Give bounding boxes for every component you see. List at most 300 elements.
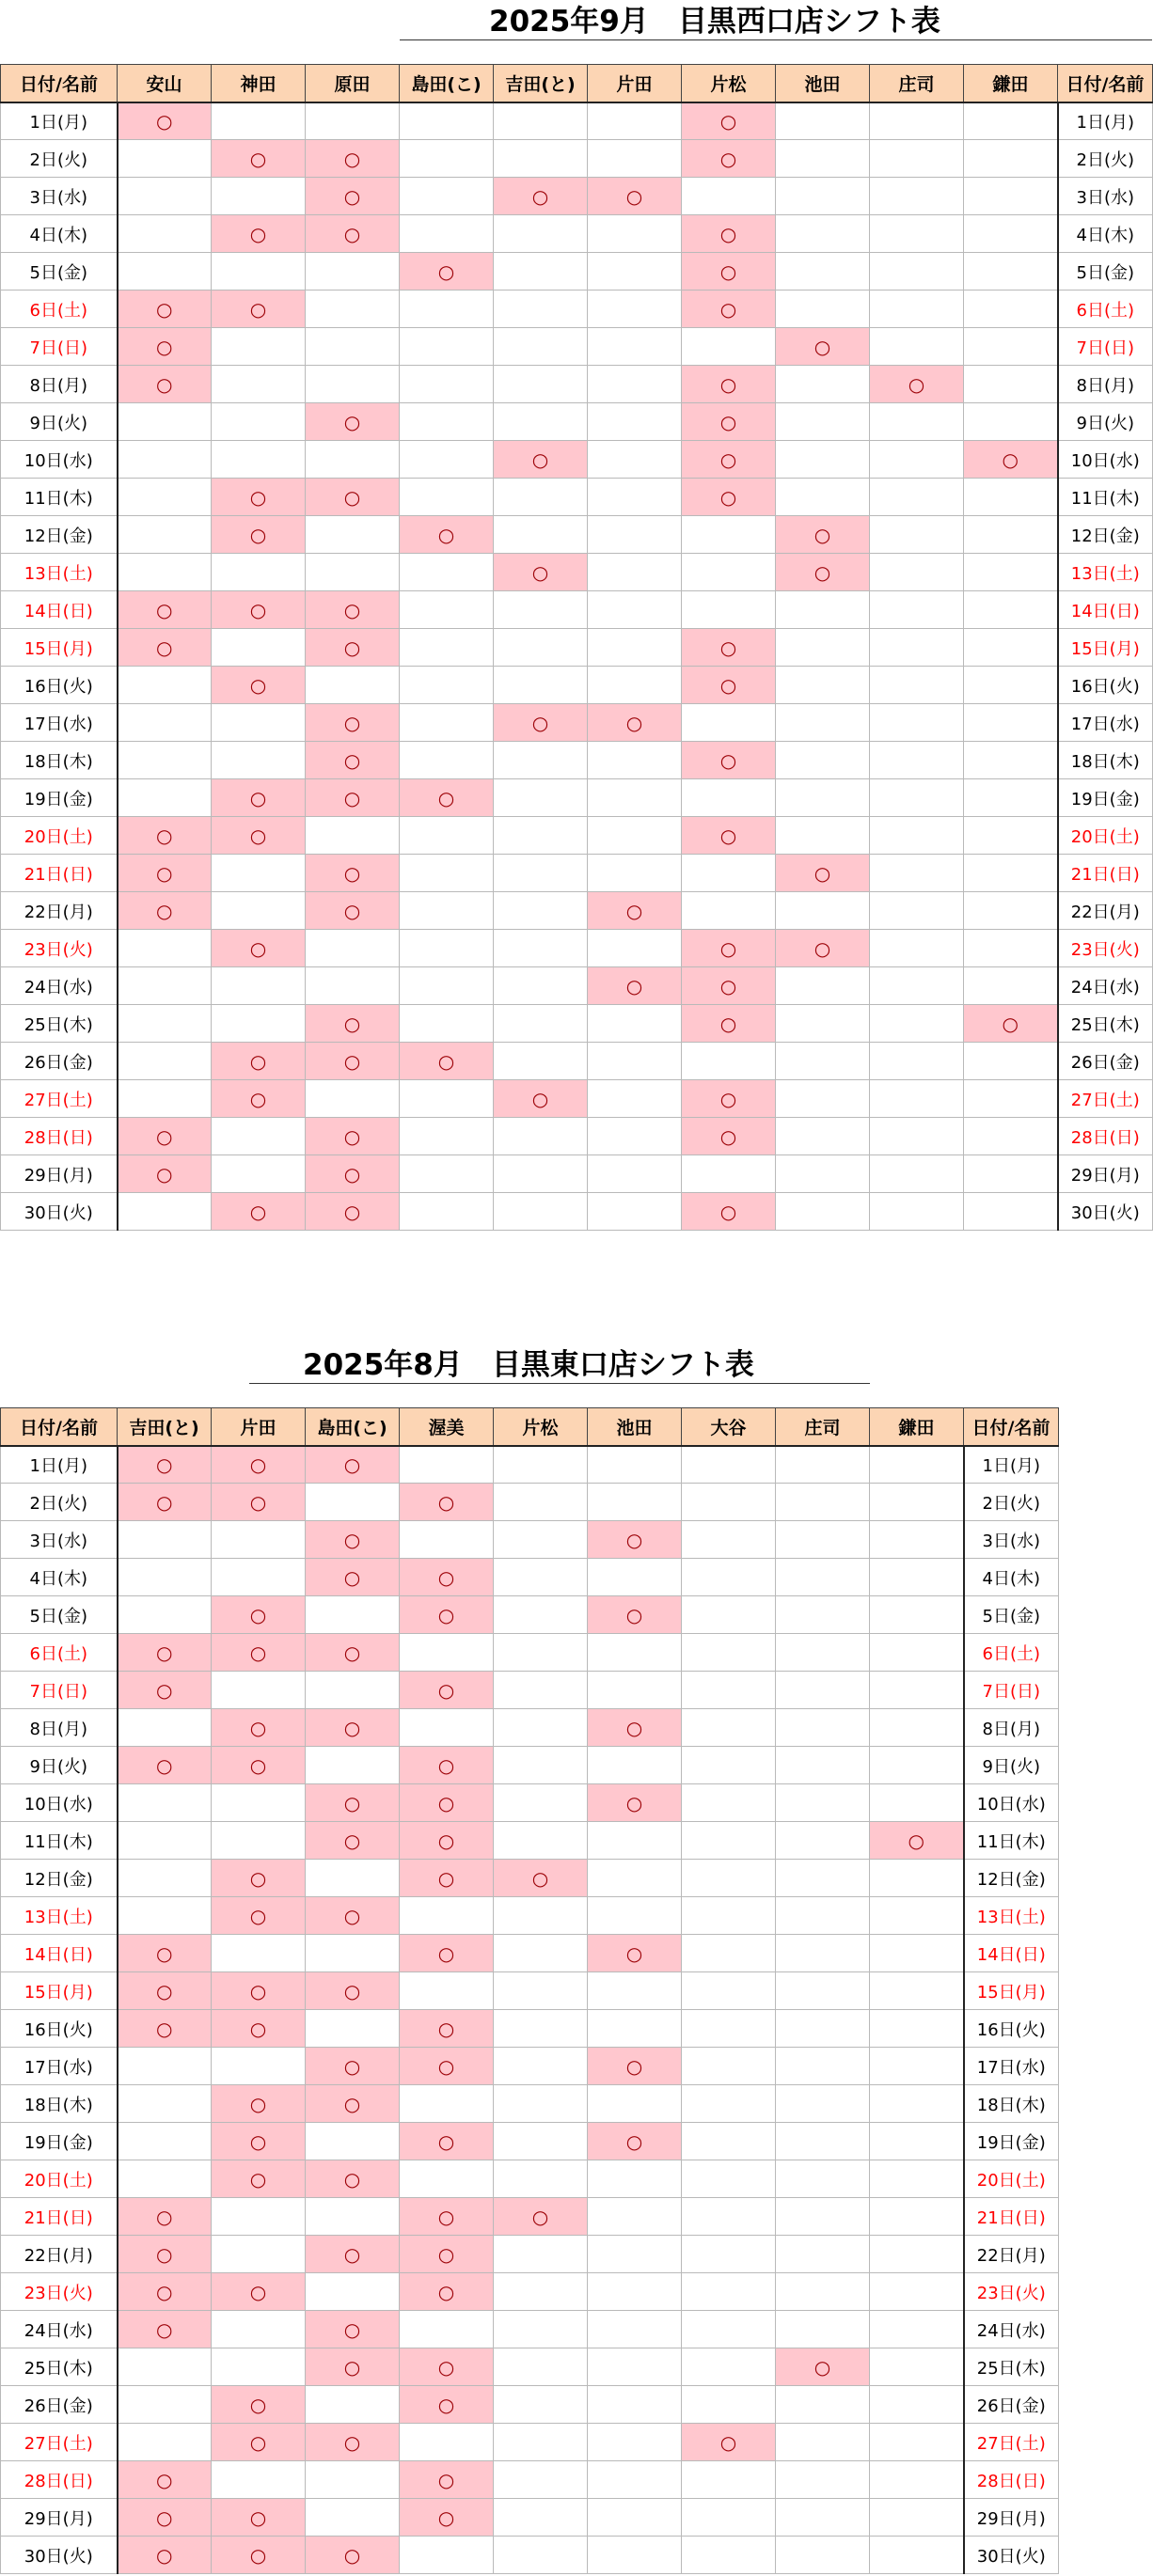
- date-cell: 21日(日): [1, 2198, 118, 2236]
- date-cell-right: 2日(火): [964, 1484, 1059, 1521]
- empty-cell: [682, 328, 776, 366]
- header-corner-right: 日付/名前: [964, 1408, 1059, 1446]
- date-cell: 25日(木): [1, 1005, 118, 1043]
- table-row: [1, 366, 1153, 403]
- empty-cell: [964, 328, 1058, 366]
- empty-cell: [118, 215, 212, 253]
- empty-cell: [870, 403, 964, 441]
- empty-cell: [776, 1672, 870, 1709]
- shift-mark-cell: ○: [212, 2537, 306, 2574]
- empty-cell: [400, 1897, 494, 1935]
- empty-cell: [588, 2537, 682, 2574]
- empty-cell: [870, 1118, 964, 1155]
- empty-cell: [400, 855, 494, 892]
- empty-cell: [400, 591, 494, 629]
- empty-cell: [306, 554, 400, 591]
- empty-cell: [870, 2123, 964, 2160]
- shift-mark-cell: ○: [400, 1935, 494, 1972]
- table-row: [1, 2424, 1059, 2461]
- table-row: [1, 1596, 1059, 1634]
- empty-cell: [494, 1521, 588, 1559]
- shift-mark-cell: ○: [306, 479, 400, 516]
- shift-mark-cell: ○: [776, 516, 870, 554]
- shift-mark-cell: ○: [588, 1784, 682, 1822]
- empty-cell: [776, 479, 870, 516]
- empty-cell: [964, 1043, 1058, 1080]
- empty-cell: [118, 2048, 212, 2085]
- empty-cell: [212, 1822, 306, 1860]
- empty-cell: [400, 1446, 494, 1484]
- date-cell: 18日(木): [1, 742, 118, 779]
- empty-cell: [776, 1080, 870, 1118]
- table-row: [1, 2499, 1059, 2537]
- shift-mark-cell: ○: [682, 102, 776, 140]
- staff-header: 大谷: [682, 1408, 776, 1446]
- shift-mark-cell: ○: [212, 2424, 306, 2461]
- empty-cell: [870, 2348, 964, 2386]
- empty-cell: [776, 1822, 870, 1860]
- date-cell: 12日(金): [1, 516, 118, 554]
- shift-mark-cell: ○: [306, 1193, 400, 1231]
- empty-cell: [118, 516, 212, 554]
- shift-mark-cell: ○: [400, 1559, 494, 1596]
- empty-cell: [682, 1155, 776, 1193]
- empty-cell: [870, 441, 964, 479]
- empty-cell: [400, 2537, 494, 2574]
- empty-cell: [588, 1822, 682, 1860]
- empty-cell: [682, 2160, 776, 2198]
- empty-cell: [588, 2461, 682, 2499]
- shift-mark-cell: ○: [588, 2048, 682, 2085]
- date-cell: 23日(火): [1, 2273, 118, 2311]
- empty-cell: [494, 140, 588, 178]
- empty-cell: [870, 2461, 964, 2499]
- empty-cell: [588, 403, 682, 441]
- empty-cell: [118, 1784, 212, 1822]
- empty-cell: [870, 1193, 964, 1231]
- empty-cell: [494, 1005, 588, 1043]
- empty-cell: [870, 667, 964, 704]
- empty-cell: [400, 479, 494, 516]
- date-cell: 29日(月): [1, 2499, 118, 2537]
- empty-cell: [682, 1596, 776, 1634]
- empty-cell: [776, 1709, 870, 1747]
- empty-cell: [776, 817, 870, 855]
- empty-cell: [964, 516, 1058, 554]
- table-row: [1, 140, 1153, 178]
- date-cell: 7日(日): [1, 328, 118, 366]
- date-cell: 4日(木): [1, 1559, 118, 1596]
- empty-cell: [494, 2160, 588, 2198]
- empty-cell: [682, 2499, 776, 2537]
- date-cell: 11日(木): [1, 1822, 118, 1860]
- shift-mark-cell: ○: [118, 291, 212, 328]
- empty-cell: [118, 1521, 212, 1559]
- empty-cell: [588, 1080, 682, 1118]
- empty-cell: [588, 1972, 682, 2010]
- empty-cell: [588, 1155, 682, 1193]
- empty-cell: [964, 403, 1058, 441]
- staff-header: 庄司: [776, 1408, 870, 1446]
- empty-cell: [776, 1935, 870, 1972]
- title-underline: [249, 1383, 870, 1384]
- empty-cell: [212, 403, 306, 441]
- empty-cell: [870, 479, 964, 516]
- empty-cell: [870, 1897, 964, 1935]
- shift-mark-cell: ○: [494, 178, 588, 215]
- empty-cell: [870, 1080, 964, 1118]
- empty-cell: [212, 554, 306, 591]
- date-cell: 6日(土): [1, 1634, 118, 1672]
- empty-cell: [494, 591, 588, 629]
- empty-cell: [306, 2499, 400, 2537]
- table-row: [1, 2198, 1059, 2236]
- empty-cell: [964, 930, 1058, 967]
- shift-mark-cell: ○: [212, 930, 306, 967]
- date-cell-right: 6日(土): [1058, 291, 1153, 328]
- empty-cell: [494, 102, 588, 140]
- date-cell: 19日(金): [1, 779, 118, 817]
- shift-mark-cell: ○: [118, 2273, 212, 2311]
- table-row: [1, 2386, 1059, 2424]
- empty-cell: [400, 366, 494, 403]
- empty-cell: [588, 742, 682, 779]
- empty-cell: [400, 441, 494, 479]
- empty-cell: [494, 1446, 588, 1484]
- shift-mark-cell: ○: [212, 2386, 306, 2424]
- empty-cell: [400, 1080, 494, 1118]
- shift-mark-cell: ○: [118, 1634, 212, 1672]
- shift-mark-cell: ○: [306, 1043, 400, 1080]
- empty-cell: [588, 2273, 682, 2311]
- empty-cell: [776, 1193, 870, 1231]
- empty-cell: [212, 1005, 306, 1043]
- empty-cell: [306, 1747, 400, 1784]
- empty-cell: [776, 2499, 870, 2537]
- empty-cell: [682, 892, 776, 930]
- empty-cell: [776, 2386, 870, 2424]
- empty-cell: [118, 2424, 212, 2461]
- sheet-title: 2025年9月 目黒西口店シフト表: [489, 5, 940, 39]
- empty-cell: [494, 1043, 588, 1080]
- empty-cell: [306, 441, 400, 479]
- empty-cell: [776, 1155, 870, 1193]
- empty-cell: [212, 1935, 306, 1972]
- empty-cell: [776, 1446, 870, 1484]
- empty-cell: [588, 102, 682, 140]
- table-row: [1, 1155, 1153, 1193]
- table-row: [1, 479, 1153, 516]
- empty-cell: [118, 1005, 212, 1043]
- empty-cell: [588, 554, 682, 591]
- table-row: [1, 1521, 1059, 1559]
- table-row: [1, 1822, 1059, 1860]
- shift-mark-cell: ○: [306, 1005, 400, 1043]
- empty-cell: [870, 930, 964, 967]
- date-cell-right: 8日(月): [964, 1709, 1059, 1747]
- date-cell-right: 14日(日): [1058, 591, 1153, 629]
- table-row: [1, 2273, 1059, 2311]
- table-row: [1, 1005, 1153, 1043]
- empty-cell: [682, 2198, 776, 2236]
- staff-header: 神田: [212, 65, 306, 102]
- empty-cell: [682, 1484, 776, 1521]
- empty-cell: [212, 2198, 306, 2236]
- empty-cell: [118, 2386, 212, 2424]
- empty-cell: [588, 817, 682, 855]
- shift-mark-cell: ○: [118, 2311, 212, 2348]
- shift-mark-cell: ○: [306, 1118, 400, 1155]
- empty-cell: [870, 2048, 964, 2085]
- empty-cell: [964, 253, 1058, 291]
- shift-mark-cell: ○: [400, 1484, 494, 1521]
- staff-header: 渥美: [400, 1408, 494, 1446]
- empty-cell: [870, 2311, 964, 2348]
- shift-mark-cell: ○: [306, 591, 400, 629]
- date-cell-right: 9日(火): [1058, 403, 1153, 441]
- empty-cell: [118, 140, 212, 178]
- empty-cell: [494, 2386, 588, 2424]
- table-row: [1, 591, 1153, 629]
- empty-cell: [870, 1484, 964, 1521]
- shift-mark-cell: ○: [212, 2160, 306, 2198]
- shift-mark-cell: ○: [118, 855, 212, 892]
- shift-mark-cell: ○: [400, 1822, 494, 1860]
- empty-cell: [118, 967, 212, 1005]
- empty-cell: [494, 1634, 588, 1672]
- shift-mark-cell: ○: [306, 855, 400, 892]
- empty-cell: [870, 516, 964, 554]
- empty-cell: [212, 2311, 306, 2348]
- date-cell-right: 22日(月): [964, 2236, 1059, 2273]
- empty-cell: [964, 667, 1058, 704]
- empty-cell: [682, 1043, 776, 1080]
- empty-cell: [306, 1935, 400, 1972]
- table-row: [1, 253, 1153, 291]
- empty-cell: [400, 1193, 494, 1231]
- date-cell-right: 4日(木): [964, 1559, 1059, 1596]
- empty-cell: [776, 441, 870, 479]
- empty-cell: [118, 441, 212, 479]
- shift-mark-cell: ○: [118, 366, 212, 403]
- table-row: [1, 2348, 1059, 2386]
- empty-cell: [118, 930, 212, 967]
- shift-mark-cell: ○: [682, 441, 776, 479]
- date-cell-right: 9日(火): [964, 1747, 1059, 1784]
- empty-cell: [870, 1747, 964, 1784]
- shift-mark-cell: ○: [400, 2461, 494, 2499]
- date-cell-right: 21日(日): [964, 2198, 1059, 2236]
- empty-cell: [964, 704, 1058, 742]
- date-cell-right: 12日(金): [1058, 516, 1153, 554]
- date-cell-right: 25日(木): [964, 2348, 1059, 2386]
- empty-cell: [870, 2499, 964, 2537]
- shift-mark-cell: ○: [306, 2048, 400, 2085]
- empty-cell: [494, 2010, 588, 2048]
- table-row: [1, 704, 1153, 742]
- empty-cell: [494, 2236, 588, 2273]
- empty-cell: [118, 2160, 212, 2198]
- date-cell-right: 11日(木): [1058, 479, 1153, 516]
- empty-cell: [306, 1860, 400, 1897]
- empty-cell: [776, 742, 870, 779]
- empty-cell: [212, 1784, 306, 1822]
- empty-cell: [588, 1193, 682, 1231]
- empty-cell: [682, 1559, 776, 1596]
- shift-mark-cell: ○: [306, 629, 400, 667]
- empty-cell: [212, 2461, 306, 2499]
- empty-cell: [494, 1118, 588, 1155]
- date-cell: 4日(木): [1, 215, 118, 253]
- date-cell-right: 13日(土): [964, 1897, 1059, 1935]
- empty-cell: [870, 1559, 964, 1596]
- staff-header: 島田(こ): [306, 1408, 400, 1446]
- empty-cell: [494, 629, 588, 667]
- table-row: [1, 1193, 1153, 1231]
- empty-cell: [776, 1897, 870, 1935]
- date-cell: 14日(日): [1, 591, 118, 629]
- empty-cell: [870, 1446, 964, 1484]
- empty-cell: [212, 1118, 306, 1155]
- empty-cell: [400, 1709, 494, 1747]
- empty-cell: [776, 403, 870, 441]
- empty-cell: [776, 1118, 870, 1155]
- empty-cell: [776, 2311, 870, 2348]
- table-row: [1, 328, 1153, 366]
- empty-cell: [212, 967, 306, 1005]
- empty-cell: [776, 629, 870, 667]
- empty-cell: [494, 2537, 588, 2574]
- empty-cell: [776, 779, 870, 817]
- empty-cell: [776, 2048, 870, 2085]
- shift-mark-cell: ○: [212, 2273, 306, 2311]
- empty-cell: [494, 930, 588, 967]
- shift-mark-cell: ○: [494, 2198, 588, 2236]
- staff-header: 片松: [682, 65, 776, 102]
- empty-cell: [306, 253, 400, 291]
- date-cell-right: 16日(火): [1058, 667, 1153, 704]
- empty-cell: [870, 328, 964, 366]
- empty-cell: [118, 2085, 212, 2123]
- empty-cell: [682, 2537, 776, 2574]
- date-cell-right: 13日(土): [1058, 554, 1153, 591]
- date-cell-right: 20日(土): [964, 2160, 1059, 2198]
- shift-mark-cell: ○: [870, 1822, 964, 1860]
- date-cell-right: 29日(月): [964, 2499, 1059, 2537]
- empty-cell: [212, 704, 306, 742]
- empty-cell: [494, 1559, 588, 1596]
- empty-cell: [870, 1860, 964, 1897]
- staff-header: 鎌田: [870, 1408, 964, 1446]
- shift-mark-cell: ○: [212, 479, 306, 516]
- staff-header: 島田(こ): [400, 65, 494, 102]
- staff-header: 池田: [588, 1408, 682, 1446]
- empty-cell: [776, 2010, 870, 2048]
- empty-cell: [682, 2048, 776, 2085]
- date-cell-right: 19日(金): [964, 2123, 1059, 2160]
- empty-cell: [870, 591, 964, 629]
- staff-header: 庄司: [870, 65, 964, 102]
- empty-cell: [118, 1080, 212, 1118]
- staff-header: 原田: [306, 65, 400, 102]
- empty-cell: [118, 779, 212, 817]
- empty-cell: [400, 1005, 494, 1043]
- header-corner-left: 日付/名前: [1, 65, 118, 102]
- shift-mark-cell: ○: [118, 1672, 212, 1709]
- shift-mark-cell: ○: [682, 291, 776, 328]
- shift-mark-cell: ○: [212, 1747, 306, 1784]
- empty-cell: [870, 102, 964, 140]
- shift-mark-cell: ○: [212, 1897, 306, 1935]
- shift-mark-cell: ○: [682, 1005, 776, 1043]
- table-row: [1, 1860, 1059, 1897]
- empty-cell: [776, 1784, 870, 1822]
- empty-cell: [588, 1118, 682, 1155]
- date-cell-right: 3日(水): [964, 1521, 1059, 1559]
- shift-mark-cell: ○: [212, 2085, 306, 2123]
- empty-cell: [494, 2048, 588, 2085]
- header-row: [1, 1408, 1059, 1446]
- shift-mark-cell: ○: [682, 817, 776, 855]
- shift-mark-cell: ○: [306, 215, 400, 253]
- empty-cell: [400, 817, 494, 855]
- date-cell-right: 28日(日): [964, 2461, 1059, 2499]
- shift-mark-cell: ○: [776, 2348, 870, 2386]
- date-cell: 25日(木): [1, 2348, 118, 2386]
- shift-mark-cell: ○: [588, 1521, 682, 1559]
- shift-mark-cell: ○: [588, 1935, 682, 1972]
- shift-mark-cell: ○: [118, 2236, 212, 2273]
- shift-table: [0, 1407, 1059, 2574]
- shift-mark-cell: ○: [118, 591, 212, 629]
- shift-mark-cell: ○: [306, 1709, 400, 1747]
- empty-cell: [682, 1709, 776, 1747]
- shift-mark-cell: ○: [306, 2537, 400, 2574]
- table-row: [1, 102, 1153, 140]
- date-cell: 13日(土): [1, 1897, 118, 1935]
- shift-mark-cell: ○: [400, 2236, 494, 2273]
- shift-mark-cell: ○: [306, 2085, 400, 2123]
- shift-mark-cell: ○: [212, 1446, 306, 1484]
- empty-cell: [212, 2048, 306, 2085]
- empty-cell: [306, 102, 400, 140]
- empty-cell: [118, 2348, 212, 2386]
- table-row: [1, 1446, 1059, 1484]
- empty-cell: [588, 328, 682, 366]
- shift-mark-cell: ○: [118, 1747, 212, 1784]
- shift-mark-cell: ○: [306, 1972, 400, 2010]
- table-row: [1, 1080, 1153, 1118]
- empty-cell: [682, 1935, 776, 1972]
- shift-mark-cell: ○: [212, 1709, 306, 1747]
- shift-mark-cell: ○: [306, 779, 400, 817]
- date-cell: 10日(水): [1, 1784, 118, 1822]
- empty-cell: [306, 1672, 400, 1709]
- empty-cell: [494, 2461, 588, 2499]
- date-cell: 16日(火): [1, 2010, 118, 2048]
- shift-mark-cell: ○: [212, 1596, 306, 1634]
- empty-cell: [870, 1972, 964, 2010]
- shift-mark-cell: ○: [776, 554, 870, 591]
- empty-cell: [400, 967, 494, 1005]
- shift-mark-cell: ○: [682, 667, 776, 704]
- empty-cell: [212, 178, 306, 215]
- empty-cell: [964, 554, 1058, 591]
- shift-mark-cell: ○: [964, 441, 1058, 479]
- empty-cell: [400, 215, 494, 253]
- empty-cell: [964, 140, 1058, 178]
- empty-cell: [776, 704, 870, 742]
